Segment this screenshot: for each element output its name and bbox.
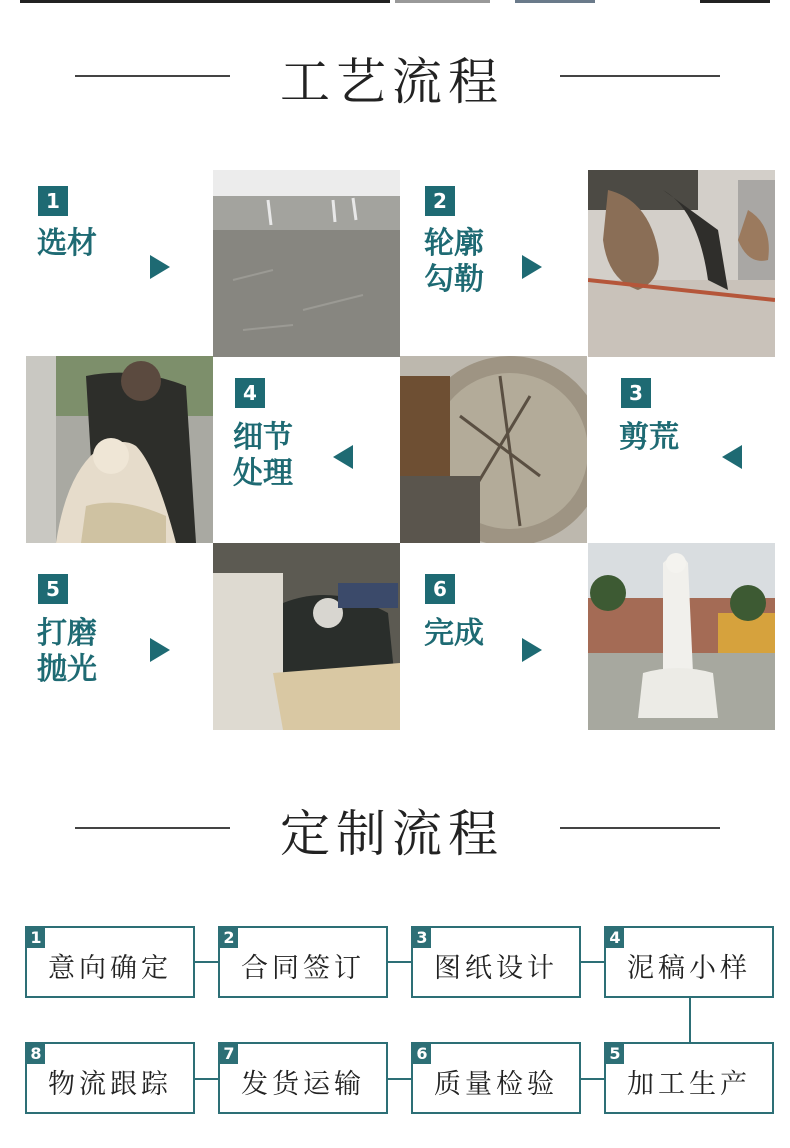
step-number-badge: 5 xyxy=(38,574,68,604)
step-label-complete: 完成 xyxy=(424,616,484,651)
connector-line xyxy=(195,1078,219,1080)
process-number: 1 xyxy=(27,928,45,948)
process-box-production xyxy=(604,1042,774,1114)
process-box-design xyxy=(411,926,581,998)
strip-segment xyxy=(700,0,770,3)
process-box-clay-model xyxy=(604,926,774,998)
connector-line xyxy=(195,961,219,963)
step-label-outline-line2: 勾勒 xyxy=(424,262,484,297)
step-number-badge: 3 xyxy=(621,378,651,408)
title-divider-right xyxy=(560,827,720,829)
step-label-polish-line1: 打磨 xyxy=(37,616,97,651)
step-label-outline-line1: 轮廓 xyxy=(424,226,484,261)
process-label: 加工生产 xyxy=(627,1069,751,1100)
arrow-right-icon xyxy=(522,638,542,662)
strip-segment xyxy=(515,0,595,3)
photo-finished-statue xyxy=(588,543,775,730)
process-box-shipping xyxy=(218,1042,388,1114)
step-number-badge: 2 xyxy=(425,186,455,216)
process-number: 5 xyxy=(606,1044,624,1064)
step-label-rough-cut: 剪荒 xyxy=(619,420,679,455)
connector-line xyxy=(581,1078,605,1080)
section-title-craft: 工艺流程 xyxy=(280,53,504,111)
process-number: 3 xyxy=(413,928,431,948)
connector-line xyxy=(581,961,605,963)
connector-line xyxy=(689,998,691,1042)
arrow-right-icon xyxy=(150,255,170,279)
process-number: 6 xyxy=(413,1044,431,1064)
photo-carving-statue xyxy=(26,356,213,543)
arrow-left-icon xyxy=(722,445,742,469)
strip-segment xyxy=(395,0,490,3)
strip-segment xyxy=(20,0,390,3)
photo-saw-blade xyxy=(400,356,587,543)
photo-stone-block xyxy=(213,170,400,357)
photo-outline-sketch xyxy=(588,170,775,357)
step-label-detail-line2: 处理 xyxy=(233,456,293,491)
step-label-polish-line2: 抛光 xyxy=(37,652,97,687)
process-box-tracking xyxy=(25,1042,195,1114)
process-number: 4 xyxy=(606,928,624,948)
process-label: 合同签订 xyxy=(241,953,365,984)
process-box-inspection xyxy=(411,1042,581,1114)
process-label: 物流跟踪 xyxy=(48,1069,172,1100)
title-divider-left xyxy=(75,827,230,829)
title-divider-right xyxy=(560,75,720,77)
process-number: 2 xyxy=(220,928,238,948)
step-number-badge: 1 xyxy=(38,186,68,216)
connector-line xyxy=(388,961,412,963)
process-box-intent xyxy=(25,926,195,998)
top-image-strip xyxy=(0,0,790,6)
connector-line xyxy=(388,1078,412,1080)
step-number-badge: 6 xyxy=(425,574,455,604)
process-number: 8 xyxy=(27,1044,45,1064)
process-label: 发货运输 xyxy=(241,1069,365,1100)
process-label: 泥稿小样 xyxy=(627,953,751,984)
process-number: 7 xyxy=(220,1044,238,1064)
photo-polishing xyxy=(213,543,400,730)
arrow-right-icon xyxy=(522,255,542,279)
process-label: 图纸设计 xyxy=(434,953,558,984)
step-number-badge: 4 xyxy=(235,378,265,408)
step-label-detail-line1: 细节 xyxy=(233,420,293,455)
process-label: 意向确定 xyxy=(48,953,172,984)
arrow-right-icon xyxy=(150,638,170,662)
section-title-custom: 定制流程 xyxy=(280,805,504,863)
step-label-select-material: 选材 xyxy=(37,226,97,261)
process-label: 质量检验 xyxy=(434,1069,558,1100)
process-box-contract xyxy=(218,926,388,998)
title-divider-left xyxy=(75,75,230,77)
arrow-left-icon xyxy=(333,445,353,469)
